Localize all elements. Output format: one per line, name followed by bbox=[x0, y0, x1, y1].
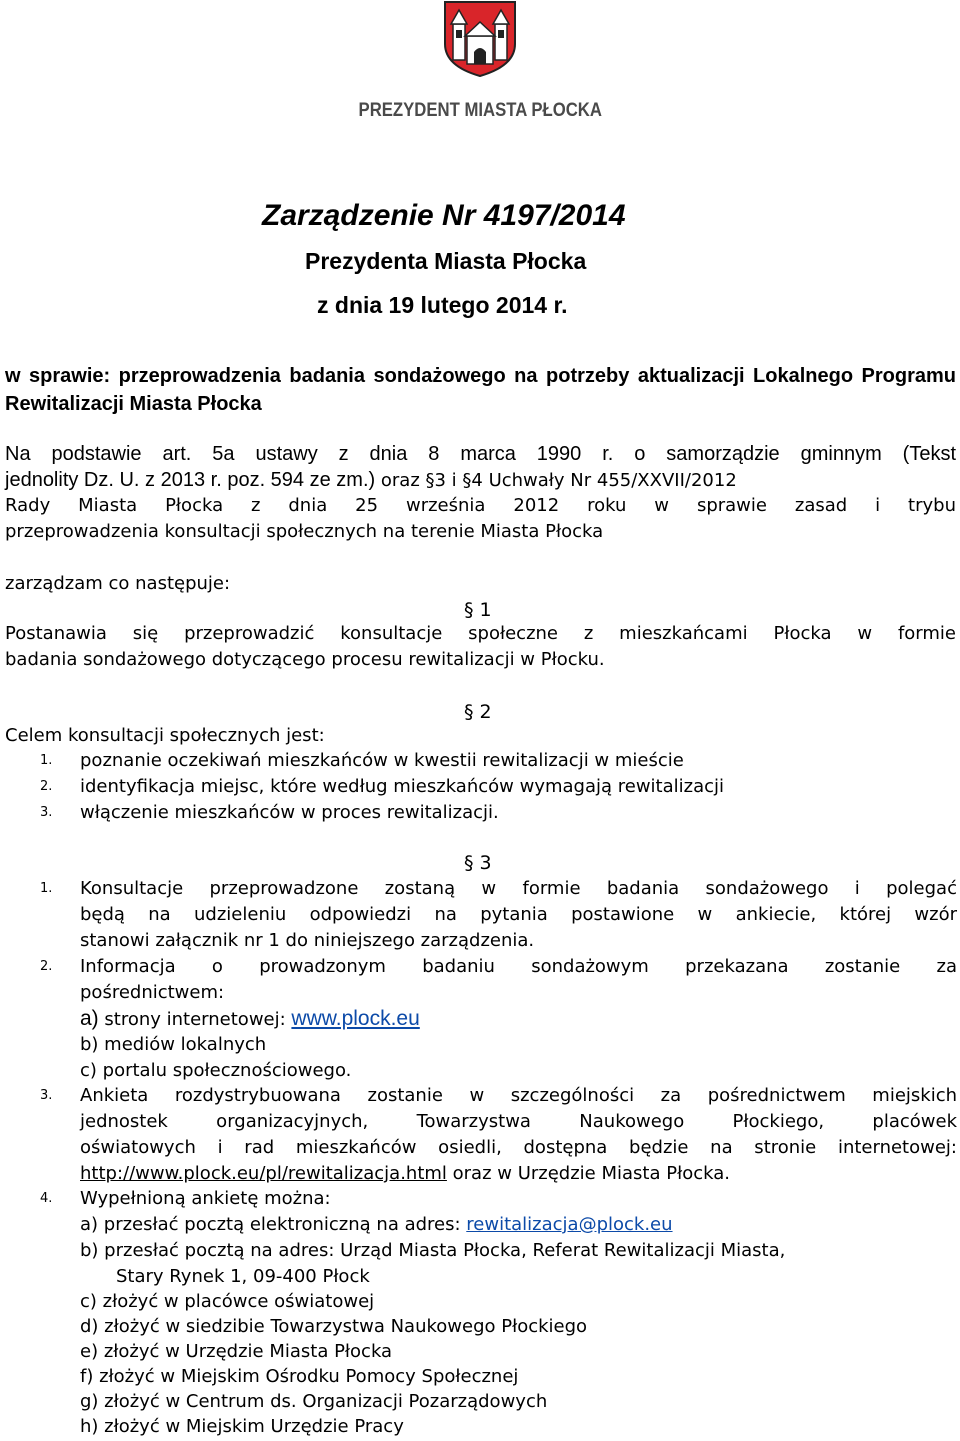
s3-p2-item-c: c) portalu społecznościowego. bbox=[80, 1060, 352, 1081]
list-number: 1. bbox=[40, 881, 53, 896]
s3-p3-line-4 bbox=[80, 1161, 730, 1187]
basis-line-2 bbox=[5, 467, 956, 494]
section-2-heading: § 2 bbox=[464, 701, 492, 723]
s3-p4-intro: Wypełnioną ankietę można: bbox=[80, 1188, 331, 1209]
list-item: identyfikacja miejsc, które według mieszkańców wymagają rewitalizacji bbox=[80, 776, 725, 797]
list-item: włączenie mieszkańców w proces rewitalizacji. bbox=[80, 802, 499, 823]
document-title: Zarządzenie Nr 4197/2014 bbox=[262, 199, 626, 232]
list-number: 3. bbox=[40, 805, 53, 820]
email-link[interactable]: rewitalizacja@plock.eu bbox=[466, 1214, 673, 1235]
basis-line-3: Rady Miasta Płocka z dnia 25 września 2012 roku w sprawie zasad i trybu bbox=[5, 495, 956, 516]
plock-website-link[interactable]: www.plock.eu bbox=[291, 1007, 420, 1030]
s3-p2-line-1: Informacja o prowadzonym badaniu sondażowym przekazana zostanie za bbox=[80, 956, 957, 977]
s3-p3-line-1: Ankieta rozdystrybuowana zostanie w szczególności za pośrednictwem miejskich bbox=[80, 1085, 957, 1106]
s3-p1-line-1: Konsultacje przeprowadzone zostaną w formie badania sondażowego i polegać bbox=[80, 878, 957, 899]
s3-p3-line-2: jednostek organizacyjnych, Towarzystwa Naukowego Płockiego, placówek bbox=[80, 1111, 957, 1132]
basis-line-2-b: oraz §3 i §4 Uchwały Nr 455/XXVII/2012 bbox=[375, 470, 737, 491]
section-3-heading: § 3 bbox=[464, 852, 492, 874]
coat-of-arms-logo bbox=[443, 0, 517, 78]
list-number: 2. bbox=[40, 959, 53, 974]
s3-p2-item-a-label: a) bbox=[80, 1007, 99, 1030]
section-1-heading: § 1 bbox=[464, 599, 492, 621]
s3-p4-item-a-text: a) przesłać pocztą elektroniczną na adres: bbox=[80, 1214, 467, 1235]
list-number: 4. bbox=[40, 1191, 53, 1206]
list-number: 2. bbox=[40, 779, 53, 794]
s3-p2-item-a-text: strony internetowej: bbox=[98, 1009, 292, 1030]
order-line: zarządzam co następuje: bbox=[5, 573, 231, 594]
s3-p2-item-b: b) mediów lokalnych bbox=[80, 1034, 267, 1055]
s3-p4-item-b-line-1: b) przesłać pocztą na adres: Urząd Miasta Płocka, Referat Rewitalizacji Miasta, bbox=[80, 1240, 786, 1261]
section-1-line-1: Postanawia się przeprowadzić konsultacje społeczne z mieszkańcami Płocka w formie bbox=[5, 623, 956, 644]
s3-p4-item-g: g) złożyć w Centrum ds. Organizacji Pozarządowych bbox=[80, 1391, 548, 1412]
s3-p4-item-c: c) złożyć w placówce oświatowej bbox=[80, 1291, 375, 1312]
rewitalizacja-page-link[interactable]: http://www.plock.eu/pl/rewitalizacja.html bbox=[80, 1163, 447, 1184]
list-item: poznanie oczekiwań mieszkańców w kwestii rewitalizacji w mieście bbox=[80, 750, 684, 771]
date-line: z dnia 19 lutego 2014 r. bbox=[317, 292, 568, 318]
list-number: 3. bbox=[40, 1088, 53, 1103]
s3-p4-item-h: h) złożyć w Miejskim Urzędzie Pracy bbox=[80, 1416, 404, 1437]
s3-p2-line-2: pośrednictwem: bbox=[80, 982, 225, 1003]
issuer-line: Prezydenta Miasta Płocka bbox=[305, 248, 587, 274]
list-number: 1. bbox=[40, 753, 53, 768]
basis-line-2-a: jednolity Dz. U. z 2013 r. poz. 594 ze zm.) bbox=[5, 469, 376, 491]
basis-line-4: przeprowadzenia konsultacji społecznych na terenie Miasta Płocka bbox=[5, 521, 604, 542]
s3-p1-line-2: będą na udzieleniu odpowiedzi na pytania postawione w ankiecie, której wzór bbox=[80, 904, 957, 925]
s3-p4-item-a bbox=[80, 1212, 673, 1238]
office-name: PREZYDENT MIASTA PŁOCKA bbox=[358, 100, 602, 121]
s3-p4-item-b-line-2: Stary Rynek 1, 09-400 Płock bbox=[116, 1266, 370, 1287]
s3-p4-item-e: e) złożyć w Urzędzie Miasta Płocka bbox=[80, 1341, 393, 1362]
basis-line-1: Na podstawie art. 5a ustawy z dnia 8 marca 1990 r. o samorządzie gminnym (Tekst bbox=[5, 443, 956, 465]
subject-line: w sprawie: przeprowadzenia badania sondażowego na potrzeby aktualizacji Lokalnego Programu Rewitalizacji Miasta Płocka bbox=[5, 365, 956, 415]
section-1-line-2: badania sondażowego dotyczącego procesu rewitalizacji w Płocku. bbox=[5, 649, 605, 670]
section-2-intro: Celem konsultacji społecznych jest: bbox=[5, 725, 325, 746]
s3-p3-line-4-tail: oraz w Urzędzie Miasta Płocka. bbox=[446, 1163, 730, 1184]
s3-p1-line-3: stanowi załącznik nr 1 do niniejszego zarządzenia. bbox=[80, 930, 535, 951]
s3-p4-item-d: d) złożyć w siedzibie Towarzystwa Naukowego Płockiego bbox=[80, 1316, 588, 1337]
s3-p4-item-f: f) złożyć w Miejskim Ośrodku Pomocy Społecznej bbox=[80, 1366, 519, 1387]
s3-p2-item-a bbox=[80, 1006, 420, 1033]
s3-p3-line-3: oświatowych i rad mieszkańców osiedli, dostępna będzie na stronie internetowej: bbox=[80, 1137, 957, 1158]
